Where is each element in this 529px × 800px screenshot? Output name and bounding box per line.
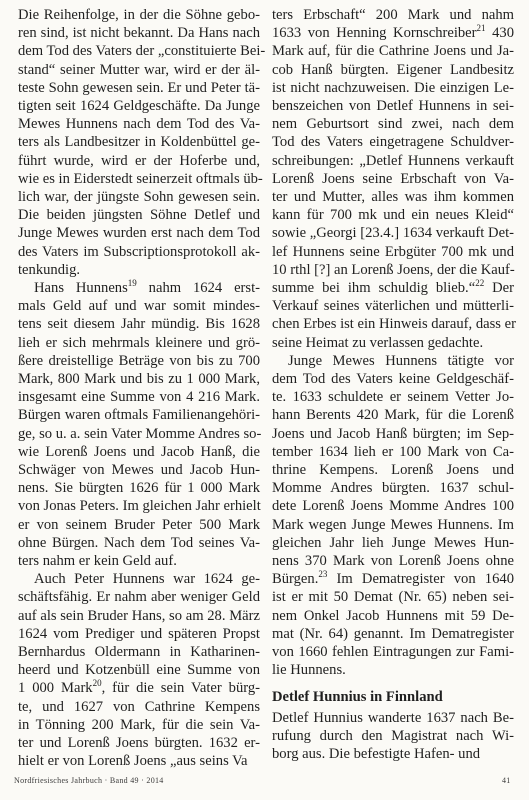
text-span: tigten seit 1624 Geldgeschäfte. Da Junge — [18, 98, 260, 114]
text-span: benszeichen von Detlef Hunnens in sei- — [272, 98, 514, 114]
text-span: Verkauf seines väterlichen und mütterli- — [272, 298, 514, 315]
text-line — [272, 24, 514, 42]
text-span: wie es in Eiderstedt seinerzeit oftmals üb- — [18, 170, 263, 187]
text-span: ters nahm er kein Geld auf. — [18, 553, 177, 569]
text-line — [18, 334, 260, 352]
text-span: nens. Sie bürgten 1626 für 1 000 Mark — [18, 480, 260, 497]
text-line — [272, 352, 514, 370]
text-line — [18, 79, 260, 97]
text-span: lieh er sich mehrmals kleinere und grö- — [18, 334, 260, 351]
text-line — [18, 224, 260, 242]
text-span: Mark auf, für die Cathrine Joens und Ja- — [272, 43, 514, 60]
text-line — [18, 552, 260, 570]
text-span: ge, so u. a. sein Vater Momme Andres so- — [18, 425, 262, 442]
text-span: Im Dematregister von 1640 — [327, 571, 514, 588]
text-span: Junge Mewes Hunnens tätigte vor — [288, 352, 514, 369]
text-line — [18, 570, 260, 588]
text-line — [272, 97, 514, 115]
text-line — [272, 79, 514, 97]
text-line — [18, 243, 260, 261]
text-line — [18, 443, 260, 461]
text-line — [18, 261, 260, 279]
text-line — [272, 315, 514, 333]
text-span: des Vaters im Subscriptionsprotokoll ak- — [18, 243, 260, 260]
text-line — [18, 588, 260, 606]
text-span: sowie „Georgi [23.4.] 1634 verkauft Det- — [272, 225, 514, 242]
text-span: führt wurde, wird er der Hoferbe und, — [18, 152, 260, 169]
text-line — [18, 315, 260, 333]
text-span: Bernhardus Oldermann in Katharinen- — [18, 644, 260, 660]
text-span: Bürgen. — [272, 571, 319, 588]
text-span: teste Sohn gewesen sein. Er und Peter tä- — [18, 79, 260, 96]
text-line — [18, 497, 260, 515]
text-line — [272, 497, 514, 515]
text-span: cob Hanß bürgten. Eigener Landbesitz — [272, 61, 514, 78]
journal-footer: Nordfriesisches Jahrbuch · Band 49 · 2014 — [14, 776, 164, 785]
text-line — [18, 170, 263, 188]
text-line — [272, 6, 514, 24]
text-line — [18, 643, 260, 661]
text-line — [18, 406, 260, 424]
text-span: gleichen Jahr lieh Junge Mewes Hun- — [272, 534, 514, 551]
footnote-marker: 23 — [318, 569, 328, 580]
text-line — [18, 625, 260, 643]
text-line — [272, 516, 514, 534]
text-span: Der — [484, 280, 514, 296]
text-line — [18, 97, 260, 115]
text-line — [18, 6, 260, 24]
text-span: in Tönning 200 Mark, für die sein Va- — [18, 716, 260, 733]
text-span: von Jonas Peters. Im gleichen Jahr erhielt — [18, 498, 261, 515]
text-line — [18, 534, 260, 552]
text-line — [272, 588, 514, 606]
text-span: er von seinem Bruder Peter 500 Mark — [18, 516, 260, 533]
text-span: wie Lorenß Joens und Jacob Hanß, die — [18, 443, 260, 460]
text-line — [18, 279, 260, 297]
text-span: mals Geld auf und war somit mindes- — [18, 298, 260, 315]
text-line — [272, 297, 514, 315]
text-span: hielt er von Lorenß Joens „aus seins Va — [18, 753, 248, 770]
text-span: rufung durch den Magistrat nach Wi- — [272, 727, 514, 744]
text-span: lef Hunnens seine Erbgüter 700 mk und — [272, 243, 514, 260]
text-line — [272, 370, 514, 388]
text-span: dem Tod des Vaters keine Geldgeschäf- — [272, 371, 514, 387]
text-span: schäftsfähig. Er nahm aber weniger Geld — [18, 589, 260, 606]
text-line — [18, 388, 260, 406]
text-span: Detlef Hunnius in Finnland — [272, 689, 443, 706]
text-line — [18, 152, 260, 170]
footnote-marker: 20 — [92, 678, 102, 689]
text-span: 1 000 Mark — [18, 680, 93, 697]
text-span: tens seit diesem Jahr mündig. Bis 1628 — [18, 316, 260, 333]
text-line — [272, 643, 514, 661]
text-span: 430 — [485, 25, 514, 42]
text-span: dete Lorenß Joens Momme Andres 100 — [272, 498, 514, 515]
text-line — [272, 552, 514, 570]
text-span: ren sind, ist nicht bekannt. Da Hans nach — [18, 25, 260, 42]
text-line — [272, 243, 514, 261]
text-line — [272, 709, 514, 727]
text-span: borg aus. Die befestigte Hafen- und — [272, 746, 481, 762]
text-span: ist er mit 50 Demat (Nr. 65) neben sei- — [272, 589, 514, 606]
text-span: Mewes Hunnens nach dem Tod des Va- — [18, 116, 260, 133]
text-span: hann Berents 420 Mark, für die Lorenß — [272, 407, 514, 424]
text-line — [272, 534, 514, 552]
text-span: schreibungen: „Detlef Hunnens verkauft — [272, 152, 514, 169]
text-span: Junge Mewes wurden erst nach dem Tod — [18, 225, 260, 242]
text-span: tenkundig. — [18, 261, 81, 278]
text-span: ters als Landbesitzer in Koldenbüttel ge- — [18, 134, 260, 151]
footnote-marker: 19 — [127, 278, 137, 289]
text-line — [18, 425, 260, 443]
text-span: thrine Kempens. Lorenß Joens und — [272, 462, 514, 478]
text-line — [18, 188, 260, 206]
text-line — [18, 679, 260, 697]
text-span: insgesamt eine Summe von 4 216 Mark. — [18, 389, 260, 406]
text-span: summe bei ihm schuldig blieb.“ — [272, 280, 476, 296]
text-line — [272, 115, 514, 133]
text-span: kann für 700 mk und ein neues Kleid“ — [272, 207, 514, 224]
text-line — [272, 61, 514, 79]
text-span: Mark, 800 Mark und bis zu 1 000 Mark, — [18, 371, 260, 387]
text-span: nem Geburtsort sind zwei, nach dem — [272, 116, 514, 133]
text-span: nahm 1624 erst- — [136, 280, 260, 296]
text-line — [18, 752, 260, 770]
text-span: Auch Peter Hunnens war 1624 ge- — [34, 571, 260, 588]
text-span: 1633 von Henning Kornschreiber — [272, 25, 477, 42]
page-number: 41 — [502, 776, 511, 785]
text-line — [272, 661, 514, 679]
text-span: von 1660 fehlen Eintragungen zur Fami- — [272, 644, 514, 660]
text-line — [18, 61, 260, 79]
text-line — [272, 279, 514, 297]
text-span: Die Reihenfolge, in der die Söhne gebo- — [18, 7, 260, 23]
text-span: , für die sein Vater bürg- — [101, 680, 260, 697]
text-span: mat (Nr. 64) genannt. Im Dematregister — [272, 625, 514, 642]
section-heading — [272, 688, 514, 706]
text-line — [18, 716, 260, 734]
text-line — [272, 461, 514, 479]
text-line — [272, 206, 514, 224]
text-span: seine Heimat zu verlassen gedachte. — [272, 334, 484, 351]
text-span: tember 1634 lieh er 100 Mark von Ca- — [272, 443, 514, 460]
text-span: Lorenß Joens seine Erbschaft von Va- — [272, 170, 514, 187]
text-span: ßere dreistellige Beträge von bis zu 700 — [18, 352, 260, 369]
text-span: Schwäger von Mewes und Jacob Hun- — [18, 462, 260, 478]
text-line — [18, 479, 260, 497]
text-line — [18, 42, 266, 60]
text-line — [272, 406, 514, 424]
text-span: ist nicht nachzuweisen. Die einzigen Le- — [272, 79, 514, 96]
text-line — [272, 188, 514, 206]
text-span: ter und Mutter, alles was ihm kommen — [272, 189, 514, 205]
text-span: heerd und Kotzenbüll eine Summe von — [18, 662, 260, 679]
text-line — [272, 388, 514, 406]
text-span: dem Tod des Vaters der „constituierte Bei- — [18, 43, 266, 60]
text-line — [272, 443, 514, 461]
text-span: nem Onkel Jacob Hunnens mit 59 De- — [272, 607, 514, 624]
text-line — [18, 352, 260, 370]
text-line — [272, 133, 514, 151]
text-span: auf als sein Bruder Hans, so am 28. März — [18, 607, 260, 624]
text-line — [18, 24, 260, 42]
text-line — [18, 698, 260, 716]
text-line — [18, 734, 260, 752]
text-span: ters Erbschaft“ 200 Mark und nahm — [272, 7, 514, 23]
text-span: lie Hunnens. — [272, 662, 346, 679]
text-line — [18, 461, 260, 479]
text-span: ohne Bürgen. Nach dem Tod seines Va- — [18, 534, 260, 551]
text-span: 10 rthl [?] an Lorenß Joens, der die Kauf- — [272, 261, 515, 278]
text-span: te, und 1627 von Cathrine Kempens — [18, 698, 260, 715]
text-line — [272, 727, 514, 745]
text-line — [18, 370, 260, 388]
text-line — [272, 42, 514, 60]
text-span: Tod des Vaters eingetragene Schuldver- — [272, 134, 514, 151]
text-line — [272, 745, 514, 763]
text-span: Hans Hunnens — [34, 280, 128, 296]
text-span: stand“ seiner Mutter war, wird er der äl- — [18, 61, 260, 78]
text-line — [18, 607, 260, 625]
text-span: nens 370 Mark von Lorenß Joens ohne — [272, 553, 514, 569]
text-line — [18, 661, 260, 679]
text-line — [272, 570, 514, 588]
footnote-marker: 21 — [476, 23, 486, 34]
text-span: chen Erbes ist ein Hinweis darauf, dass er — [272, 316, 516, 333]
text-line — [18, 206, 260, 224]
text-line — [272, 625, 514, 643]
text-span: 1624 vom Prediger und späteren Propst — [18, 625, 260, 642]
text-line — [18, 516, 260, 534]
text-line — [18, 115, 260, 133]
text-span: lich war, der jüngste Sohn gewesen sein. — [18, 189, 260, 205]
text-line — [272, 152, 514, 170]
text-span: te. 1633 schuldete er seinem Vetter Jo- — [272, 389, 514, 406]
text-line — [272, 261, 514, 279]
text-line — [18, 133, 260, 151]
text-line — [272, 334, 514, 352]
footnote-marker: 22 — [475, 278, 485, 289]
text-line — [18, 297, 260, 315]
text-span: Momme Andres bürgten. 1637 schul- — [272, 480, 514, 497]
text-line — [272, 479, 514, 497]
text-line — [272, 170, 514, 188]
text-line — [272, 607, 514, 625]
text-span: Die beiden jüngsten Söhne Detlef und — [18, 207, 260, 224]
text-line — [272, 224, 514, 242]
text-span: Joens und Jacob Hanß bürgten; im Sep- — [272, 425, 514, 442]
text-line — [272, 425, 514, 443]
text-span: Detlef Hunnius wanderte 1637 nach Be- — [272, 709, 514, 726]
text-span: Mark wegen Junge Mewes Hunnens. Im — [272, 516, 514, 533]
text-span: Bürgen waren oftmals Familienangehöri- — [18, 407, 260, 424]
text-span: ter und Lorenß Joens bürgten. 1632 er- — [18, 735, 260, 751]
